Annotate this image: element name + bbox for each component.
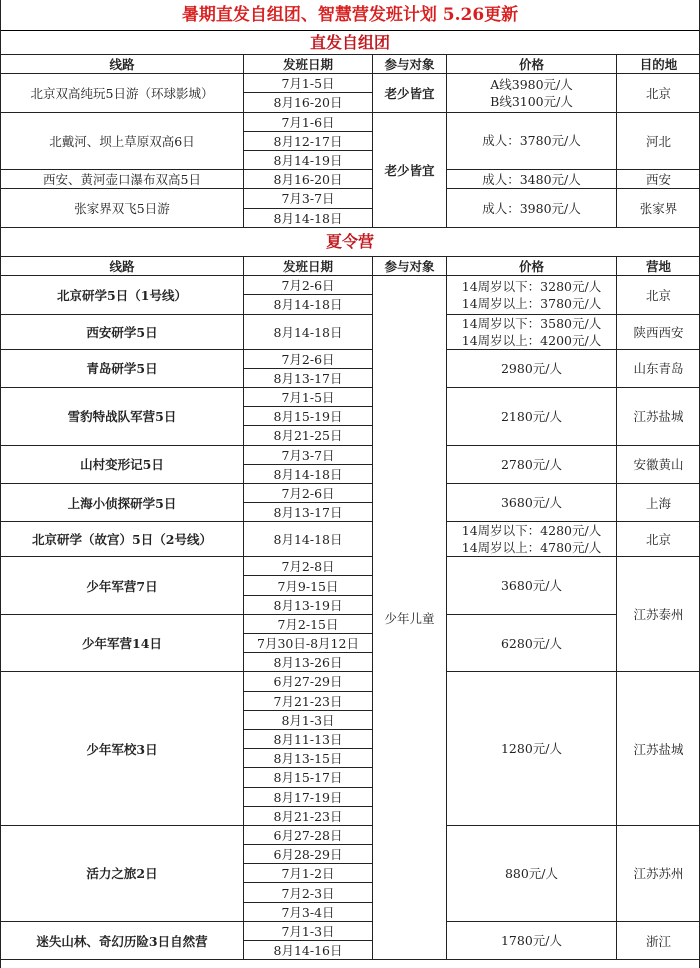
route-name: 北京双高纯玩5日游（环球影城）	[1, 74, 244, 112]
departure-date: 8月14-18日	[244, 464, 373, 483]
destination: 江苏苏州	[617, 825, 700, 921]
price-line: 880元/人	[504, 865, 559, 881]
price	[447, 112, 617, 170]
table-row	[1, 170, 700, 189]
destination: 张家界	[617, 189, 700, 227]
price-line: 14周岁以下：3580元/人	[461, 315, 602, 331]
route-name: 西安、黄河壶口瀑布双高5日	[1, 170, 244, 189]
table-row	[1, 522, 700, 557]
table-row	[1, 112, 700, 131]
departure-date: 8月13-17日	[244, 503, 373, 522]
departure-date: 8月16-20日	[244, 93, 373, 112]
departure-date: 8月16-20日	[244, 170, 373, 189]
price	[447, 74, 617, 112]
table-row	[1, 921, 700, 940]
departure-date: 7月2-3日	[244, 883, 373, 902]
column-header: 价格	[447, 257, 617, 276]
route-name: 北京研学（故宫）5日（2号线）	[1, 522, 244, 557]
route-name: 活力之旅2日	[1, 825, 244, 921]
price	[447, 189, 617, 227]
price-line: B线3100元/人	[490, 93, 573, 109]
table-row	[1, 557, 700, 576]
departure-date: 7月1-2日	[244, 864, 373, 883]
price-line: 1280元/人	[500, 741, 563, 757]
departure-date: 7月2-6日	[244, 483, 373, 502]
departure-date: 8月14-18日	[244, 208, 373, 227]
left-border	[0, 0, 1, 968]
departure-date: 8月13-15日	[244, 749, 373, 768]
table-row	[1, 314, 700, 349]
route-name: 北戴河、坝上草原双高6日	[1, 112, 244, 170]
departure-date: 7月3-7日	[244, 189, 373, 208]
destination: 浙江	[617, 921, 700, 959]
column-header: 营地	[617, 257, 700, 276]
price	[447, 483, 617, 521]
departure-date: 8月14-18日	[244, 295, 373, 314]
audience: 老少皆宜	[373, 74, 447, 112]
price	[447, 825, 617, 921]
price-line: 14周岁以上：4200元/人	[461, 332, 602, 348]
departure-date: 8月14-18日	[244, 522, 373, 557]
price-line: 3680元/人	[500, 578, 563, 594]
departure-date: 8月14-18日	[244, 314, 373, 349]
price-line: 成人：3780元/人	[482, 133, 581, 149]
departure-date: 8月14-19日	[244, 150, 373, 169]
column-header: 发班日期	[244, 257, 373, 276]
departure-date: 6月28-29日	[244, 845, 373, 864]
route-name: 少年军营7日	[1, 557, 244, 615]
column-header: 线路	[1, 257, 244, 276]
destination: 河北	[617, 112, 700, 170]
price-line: 14周岁以下：3280元/人	[461, 278, 602, 294]
departure-date: 7月2-6日	[244, 349, 373, 368]
price-line: 2980元/人	[500, 360, 563, 376]
departure-date: 8月13-17日	[244, 368, 373, 387]
page-title: 暑期直发自组团、智慧营发班计划 5.26更新	[181, 5, 519, 25]
table-row	[1, 349, 700, 368]
table-row	[1, 74, 700, 93]
audience: 老少皆宜	[373, 112, 447, 227]
column-header: 价格	[447, 55, 617, 74]
departure-date: 6月27-28日	[244, 825, 373, 844]
route-name: 北京研学5日（1号线）	[1, 276, 244, 314]
column-header: 参与对象	[373, 257, 447, 276]
table-row	[1, 189, 700, 208]
price	[447, 557, 617, 615]
route-name: 西安研学5日	[1, 314, 244, 349]
price-line: 6280元/人	[500, 635, 563, 651]
price-line: 成人：3480元/人	[482, 171, 581, 187]
price-line: 14周岁以上：3780元/人	[461, 295, 602, 311]
departure-date: 8月15-17日	[244, 768, 373, 787]
camps-table	[0, 256, 700, 960]
price-line: 成人：3980元/人	[482, 200, 581, 216]
departure-date: 8月21-25日	[244, 426, 373, 445]
table-row	[1, 483, 700, 502]
price-line: 2180元/人	[500, 408, 563, 424]
table-row	[1, 825, 700, 844]
table-row	[1, 445, 700, 464]
price	[447, 314, 617, 349]
price-line: 1780元/人	[500, 933, 563, 948]
table-row	[1, 276, 700, 295]
destination: 陕西西安	[617, 314, 700, 349]
destination: 北京	[617, 276, 700, 314]
table-row	[1, 672, 700, 691]
departure-date: 8月12-17日	[244, 131, 373, 150]
departure-date: 8月14-16日	[244, 941, 373, 960]
departure-date: 7月3-4日	[244, 902, 373, 921]
departure-date: 7月1-5日	[244, 387, 373, 406]
departure-date: 7月2-8日	[244, 557, 373, 576]
destination: 江苏泰州	[617, 557, 700, 672]
departure-date: 7月9-15日	[244, 576, 373, 595]
table-row	[1, 614, 700, 633]
price	[447, 170, 617, 189]
departure-date: 7月1-3日	[244, 921, 373, 940]
route-name: 山村变形记5日	[1, 445, 244, 483]
destination: 上海	[617, 483, 700, 521]
departure-date: 7月21-23日	[244, 691, 373, 710]
column-header: 参与对象	[373, 55, 447, 74]
price	[447, 614, 617, 672]
departure-date: 7月30日-8月12日	[244, 634, 373, 653]
tours-table	[0, 54, 700, 228]
price	[447, 387, 617, 445]
destination: 安徽黄山	[617, 445, 700, 483]
departure-date: 7月1-5日	[244, 74, 373, 93]
price-line: 2780元/人	[500, 456, 563, 472]
destination: 西安	[617, 170, 700, 189]
departure-date: 8月13-26日	[244, 653, 373, 672]
destination: 山东青岛	[617, 349, 700, 387]
route-name: 青岛研学5日	[1, 349, 244, 387]
route-name: 雪豹特战队军营5日	[1, 387, 244, 445]
price-line: 14周岁以下：4280元/人	[461, 523, 602, 539]
departure-date: 7月1-6日	[244, 112, 373, 131]
section-heading-camps: 夏令营	[325, 232, 374, 251]
column-header: 线路	[1, 55, 244, 74]
departure-date: 6月27-29日	[244, 672, 373, 691]
destination: 北京	[617, 522, 700, 557]
price	[447, 522, 617, 557]
departure-date: 8月17-19日	[244, 787, 373, 806]
departure-date: 8月15-19日	[244, 407, 373, 426]
route-name: 迷失山林、奇幻历险3日自然营	[1, 921, 244, 959]
departure-date: 8月11-13日	[244, 729, 373, 748]
route-name: 少年军营14日	[1, 614, 244, 672]
destination: 江苏盐城	[617, 672, 700, 826]
price	[447, 672, 617, 826]
departure-date: 8月21-23日	[244, 806, 373, 825]
destination: 北京	[617, 74, 700, 112]
departure-date: 7月2-6日	[244, 276, 373, 295]
price	[447, 276, 617, 314]
departure-date: 8月13-19日	[244, 595, 373, 614]
route-name: 少年军校3日	[1, 672, 244, 826]
route-name: 上海小侦探研学5日	[1, 483, 244, 521]
price-line: 14周岁以上：4780元/人	[461, 540, 602, 556]
departure-date: 7月3-7日	[244, 445, 373, 464]
column-header: 发班日期	[244, 55, 373, 74]
price-line: A线3980元/人	[490, 76, 573, 92]
table-row	[1, 387, 700, 406]
audience: 少年儿童	[373, 276, 447, 960]
destination: 江苏盐城	[617, 387, 700, 445]
route-name: 张家界双飞5日游	[1, 189, 244, 227]
column-header: 目的地	[617, 55, 700, 74]
price-line: 3680元/人	[500, 495, 563, 511]
section-heading-tours: 直发自组团	[0, 30, 700, 54]
departure-date: 7月2-15日	[244, 614, 373, 633]
price	[447, 921, 617, 959]
price	[447, 349, 617, 387]
departure-date: 8月1-3日	[244, 710, 373, 729]
price	[447, 445, 617, 483]
